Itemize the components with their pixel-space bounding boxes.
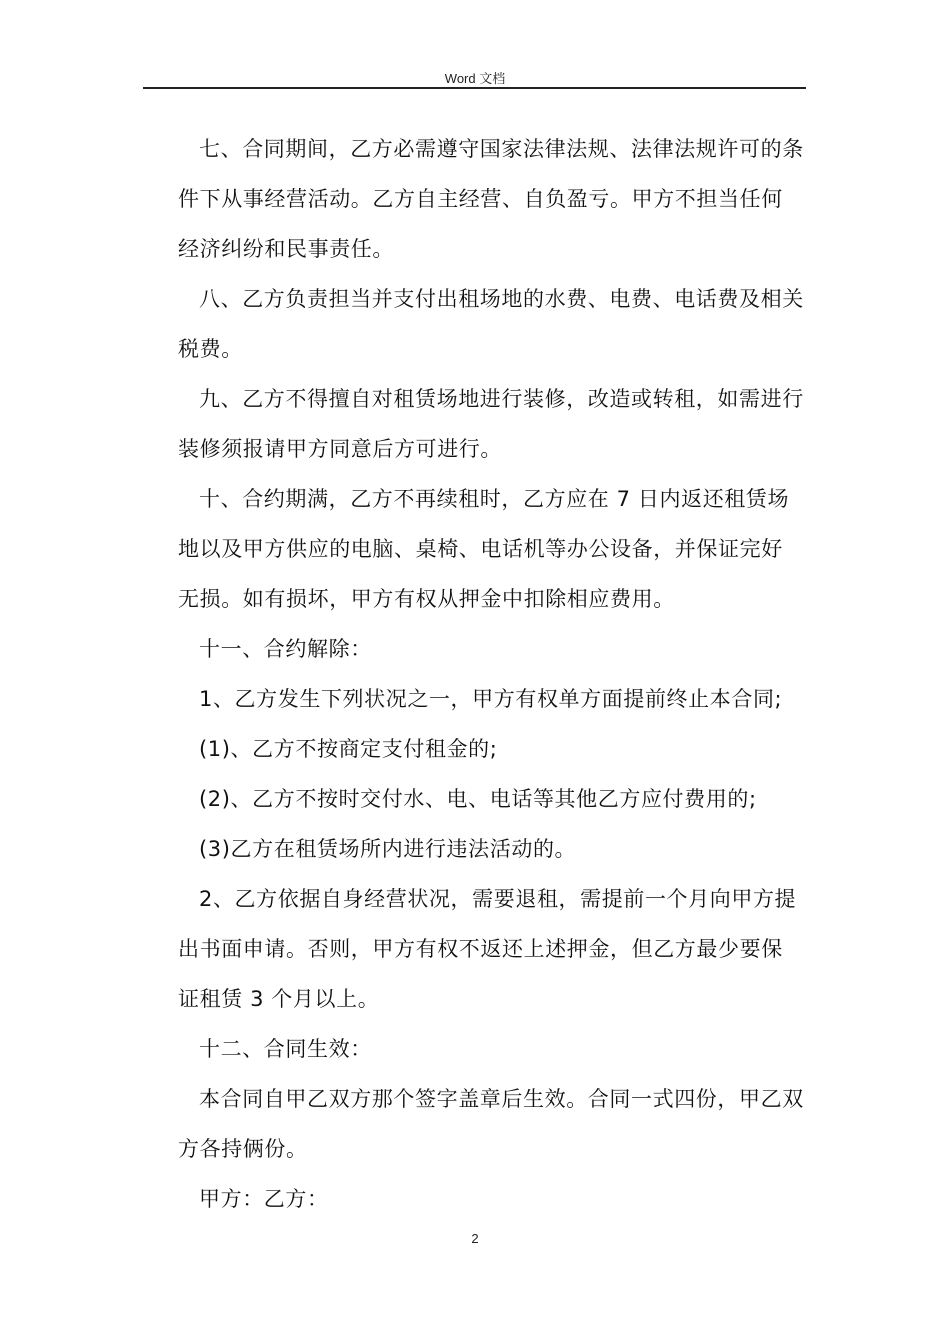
header-divider bbox=[143, 87, 806, 89]
paragraph-clause-11-heading: 十一、合约解除： bbox=[199, 637, 372, 661]
paragraph-clause-11-item-2: 2、乙方依据自身经营状况，需要退租，需提前一个月向甲方提出书面申请。否则，甲方有权不返还上述押金，但乙方最少要保证租赁 3 个月以上。 bbox=[178, 887, 797, 1011]
document-header-title: Word 文档 bbox=[444, 71, 506, 86]
paragraph-clause-8: 八、乙方负责担当并支付出租场地的水费、电费、电话费及相关税费。 bbox=[178, 287, 804, 361]
signature-line: 甲方：乙方： bbox=[199, 1187, 329, 1211]
paragraph-clause-12-heading: 十二、合同生效： bbox=[199, 1037, 372, 1061]
document-body bbox=[178, 124, 804, 1224]
paragraph-clause-12-body: 本合同自甲乙双方那个签字盖章后生效。合同一式四份，甲乙双方各持俩份。 bbox=[178, 1087, 804, 1161]
paragraph-clause-9: 九、乙方不得擅自对租赁场地进行装修，改造或转租，如需进行装修须报请甲方同意后方可进行。 bbox=[178, 387, 804, 461]
paragraph-clause-11-sub-3: (3)乙方在租赁场所内进行违法活动的。 bbox=[199, 837, 577, 861]
paragraph-clause-11-sub-1: (1)、乙方不按商定支付租金的; bbox=[199, 737, 498, 761]
page-number: 2 bbox=[471, 1231, 479, 1246]
paragraph-clause-11-item-1: 1、乙方发生下列状况之一，甲方有权单方面提前终止本合同; bbox=[199, 687, 783, 711]
paragraph-clause-11-sub-2: (2)、乙方不按时交付水、电、电话等其他乙方应付费用的; bbox=[199, 787, 757, 811]
paragraph-clause-7: 七、合同期间，乙方必需遵守国家法律法规、法律法规许可的条件下从事经营活动。乙方自主经营、自负盈亏。甲方不担当任何经济纠纷和民事责任。 bbox=[178, 137, 804, 261]
paragraph-clause-10: 十、合约期满，乙方不再续租时，乙方应在 7 日内返还租赁场地以及甲方供应的电脑、桌椅、电话机等办公设备，并保证完好无损。如有损坏，甲方有权从押金中扣除相应费用。 bbox=[178, 487, 790, 611]
